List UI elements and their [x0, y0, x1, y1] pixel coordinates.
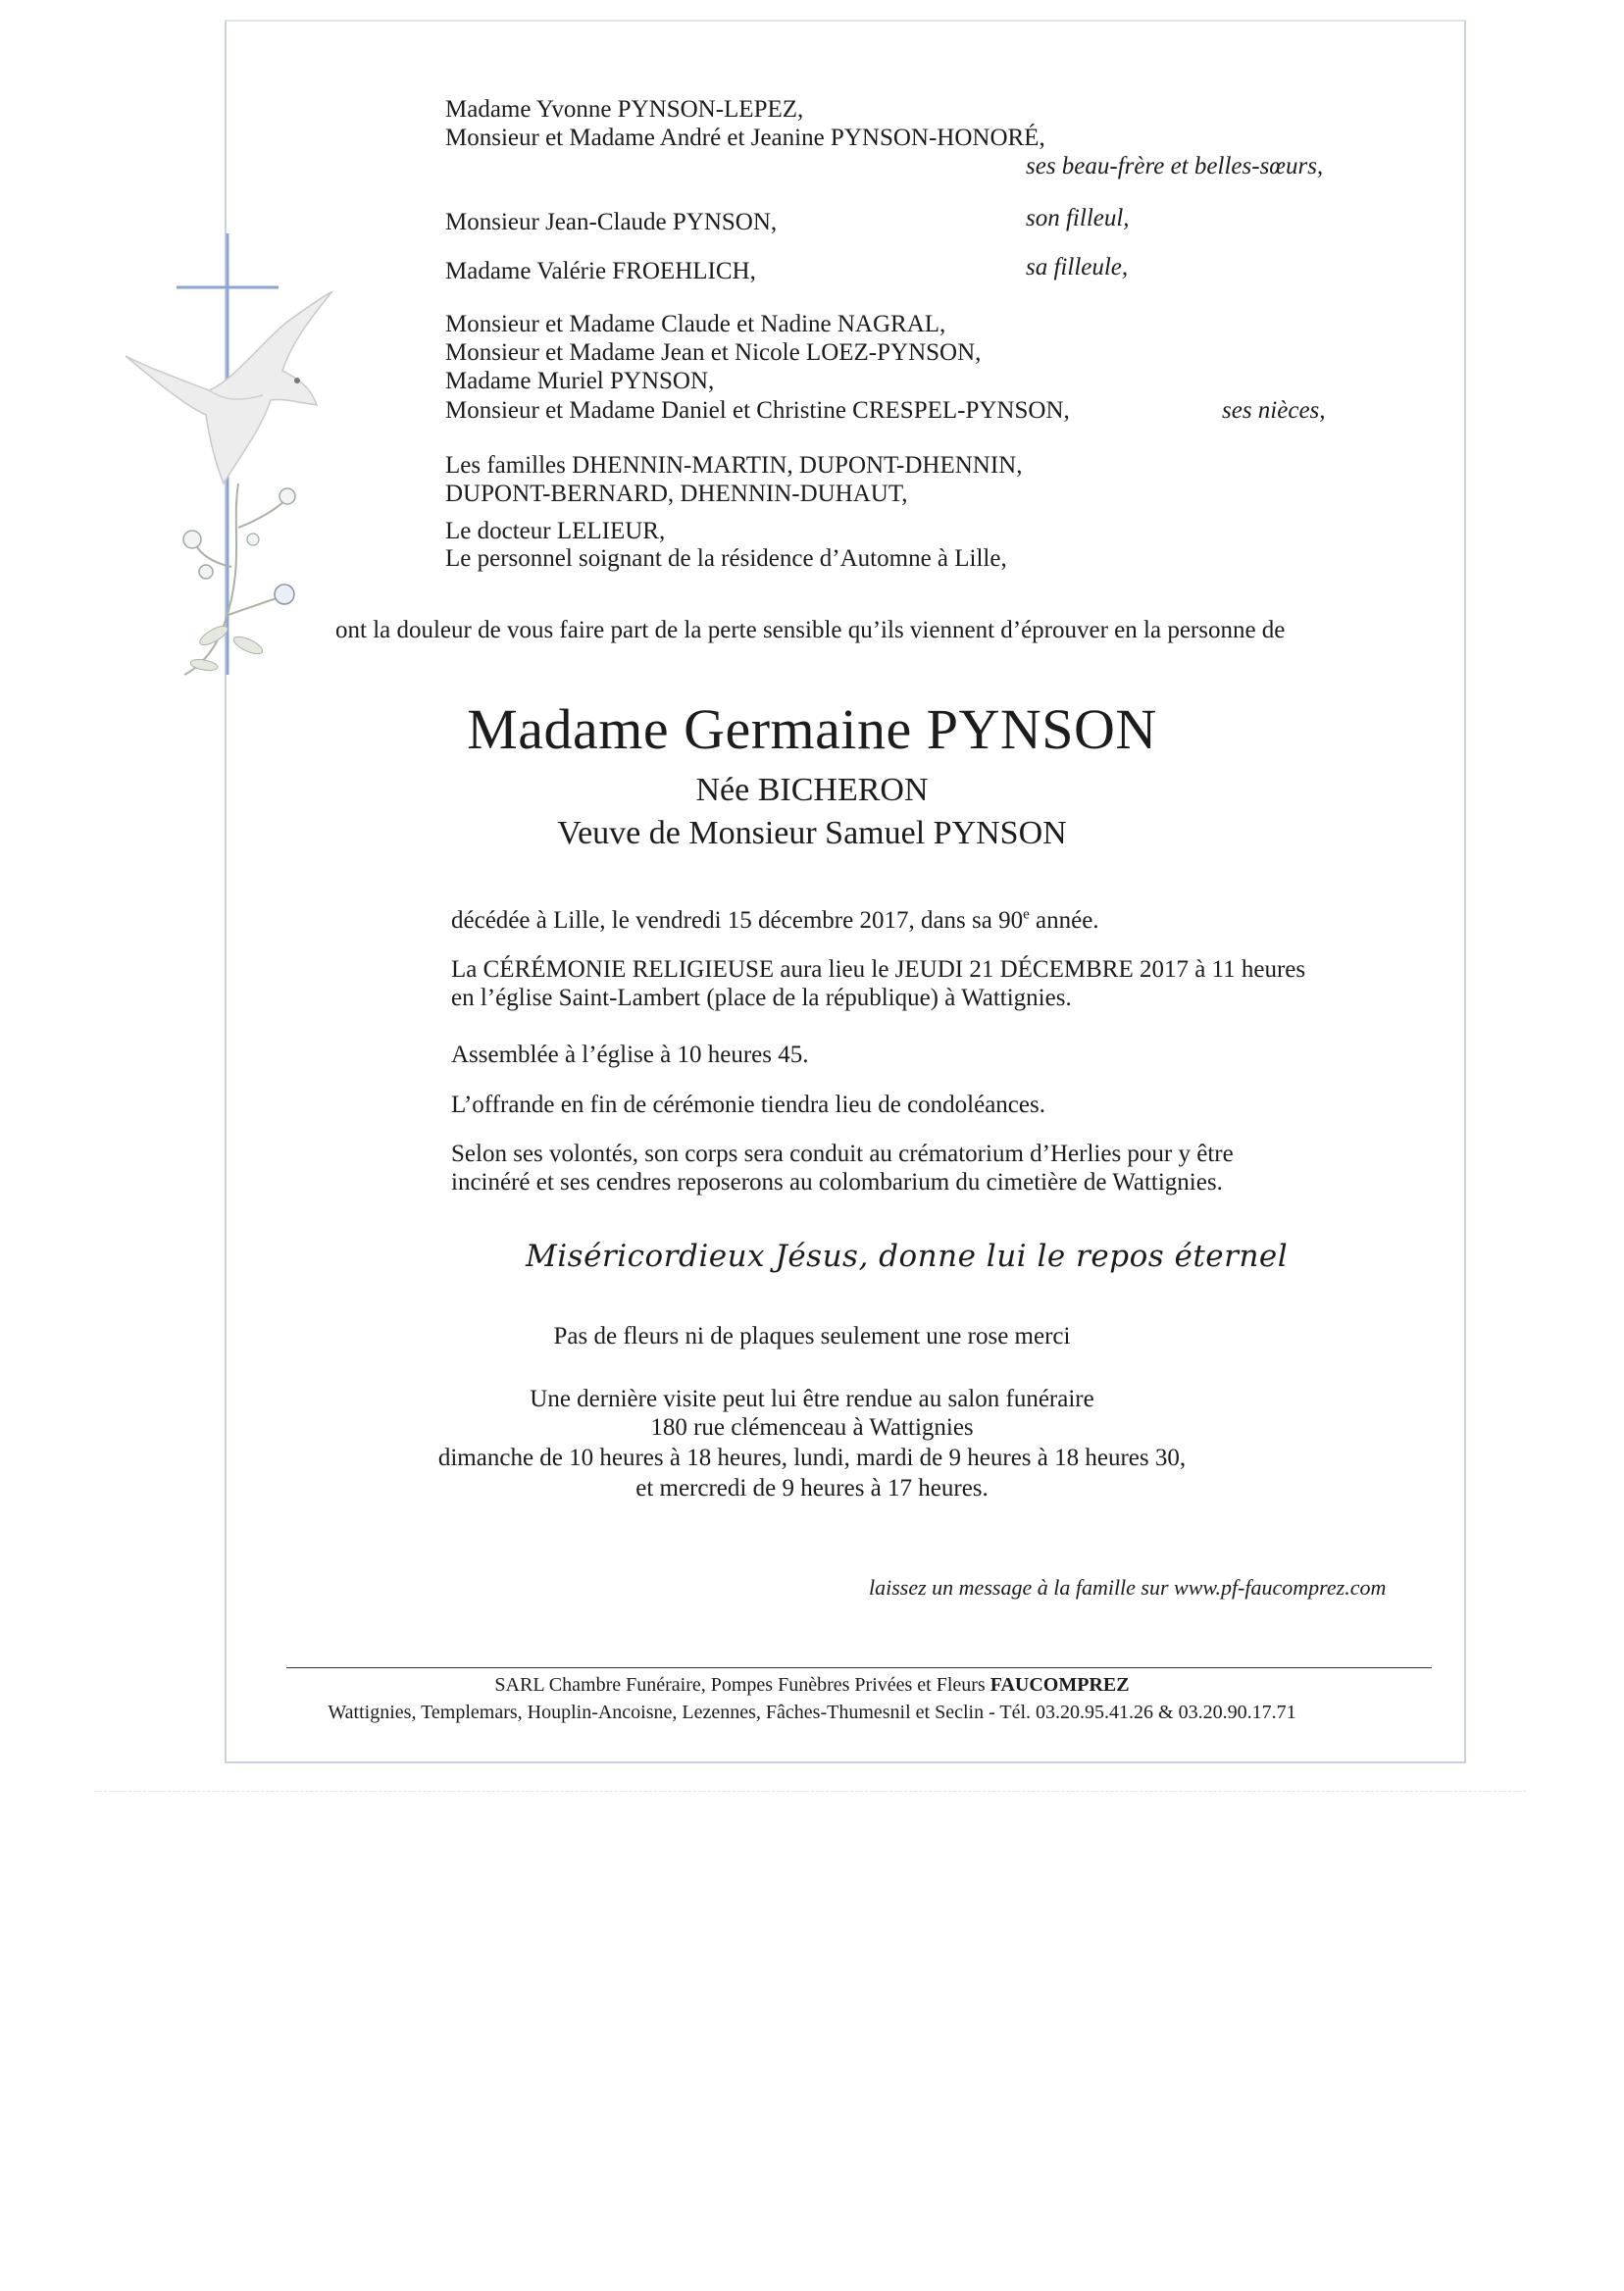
family-relation-3: sa filleule,: [1026, 254, 1129, 280]
prayer: Miséricordieux Jésus, donne lui le repos éternel: [526, 1239, 1289, 1274]
visit-line-2: 180 rue clémenceau à Wattignies: [650, 1414, 974, 1441]
family-relation-4: ses nièces,: [1222, 397, 1326, 424]
footer-rule: [286, 1667, 1432, 1668]
death-notice: décédée à Lille, le vendredi 15 décembre 2017, dans sa 90e année.: [451, 906, 1099, 934]
cremation-line-1: Selon ses volontés, son corps sera conduit au crématorium d’Herlies pour y être: [451, 1141, 1234, 1167]
assembly-time: Assemblée à l’église à 10 heures 45.: [451, 1042, 809, 1068]
ceremony-line-2: en l’église Saint-Lambert (place de la république) à Wattignies.: [451, 985, 1072, 1011]
family-line-4: Madame Valérie FROEHLICH,: [445, 258, 756, 284]
family-line-5: Monsieur et Madame Claude et Nadine NAGRAL,: [445, 311, 946, 337]
family-relation-2: son filleul,: [1026, 205, 1130, 231]
family-line-3: Monsieur Jean-Claude PYNSON,: [445, 209, 778, 235]
visit-line-4: et mercredi de 9 heures à 17 heures.: [635, 1475, 989, 1502]
family-line-10: DUPONT-BERNARD, DHENNIN-DUHAUT,: [445, 481, 908, 507]
family-line-8: Monsieur et Madame Daniel et Christine CRESPEL-PYNSON,: [445, 397, 1070, 424]
widow-of: Veuve de Monsieur Samuel PYNSON: [557, 815, 1067, 851]
cross-dove-flowers-icon: [116, 233, 351, 685]
deceased-name: Madame Germaine PYNSON: [467, 697, 1157, 761]
visit-line-3: dimanche de 10 heures à 18 heures, lundi, mardi de 9 heures à 18 heures 30,: [437, 1445, 1187, 1471]
family-line-2: Monsieur et Madame André et Jeanine PYNSON-HONORÉ,: [445, 125, 1045, 151]
family-line-7: Madame Muriel PYNSON,: [445, 368, 715, 394]
page-separator: [94, 1791, 1526, 1792]
flowers-note: Pas de fleurs ni de plaques seulement une rose merci: [553, 1323, 1071, 1349]
family-line-11: Le docteur LELIEUR,: [445, 518, 666, 544]
announcement: ont la douleur de vous faire part de la perte sensible qu’ils viennent d’éprouver en la personne de: [335, 617, 1286, 643]
family-relation-1: ses beau-frère et belles-sœurs,: [1026, 153, 1324, 179]
offering-note: L’offrande en fin de cérémonie tiendra lieu de condoléances.: [451, 1092, 1045, 1118]
family-line-12: Le personnel soignant de la résidence d’Automne à Lille,: [445, 545, 1007, 572]
family-line-9: Les familles DHENNIN-MARTIN, DUPONT-DHENNIN,: [445, 452, 1023, 479]
message-link[interactable]: laissez un message à la famille sur www.pf-faucomprez.com: [869, 1575, 1387, 1600]
footer-locations: Wattignies, Templemars, Houplin-Ancoisne, Lezennes, Fâches-Thumesnil et Seclin - Tél. 03.20.95.41.26 & 03.20.90.17.71: [328, 1702, 1296, 1723]
family-line-6: Monsieur et Madame Jean et Nicole LOEZ-PYNSON,: [445, 339, 982, 366]
footer-company: SARL Chambre Funéraire, Pompes Funèbres Privées et Fleurs FAUCOMPREZ: [494, 1674, 1130, 1696]
birth-name: Née BICHERON: [695, 772, 929, 808]
visit-line-1: Une dernière visite peut lui être rendue au salon funéraire: [530, 1386, 1094, 1412]
ceremony-line-1: La CÉRÉMONIE RELIGIEUSE aura lieu le JEUDI 21 DÉCEMBRE 2017 à 11 heures: [451, 956, 1306, 983]
cremation-line-2: inciné​ré et ses cendres reposerons au colombarium du cimetière de Wattignies.: [451, 1169, 1223, 1196]
family-line-1: Madame Yvonne PYNSON-LEPEZ,: [445, 96, 804, 123]
